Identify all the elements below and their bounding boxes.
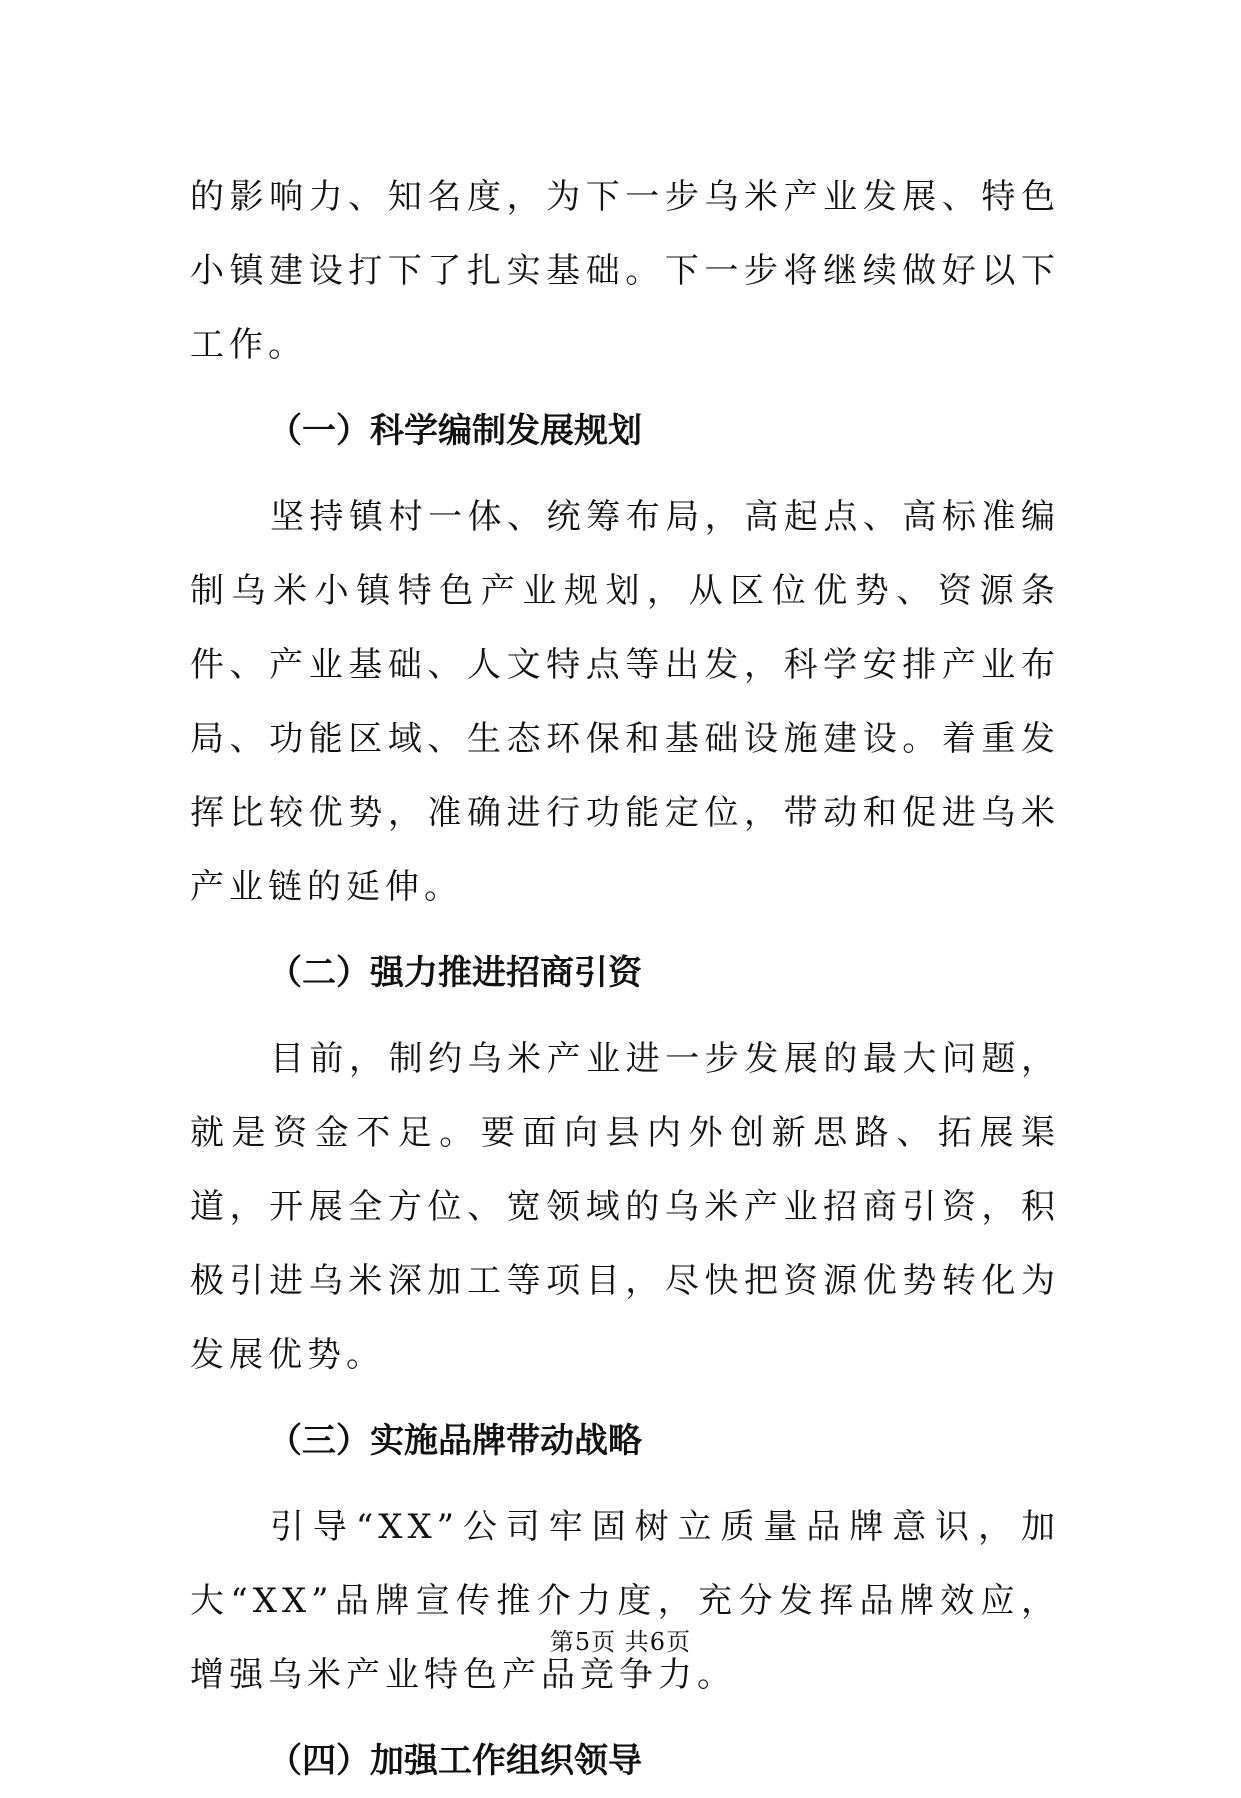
section-heading-2: （二）强力推进招商引资: [268, 953, 642, 993]
section-heading-3: （三）实施品牌带动战略: [268, 1421, 642, 1461]
page-footer: 第5页 共6页: [549, 1628, 692, 1656]
section-heading-4: （四）加强工作组织领导: [268, 1741, 642, 1781]
section-paragraph-2: 目前，制约乌米产业进一步发展的最大问题，就是资金不足。要面向县内外创新思路、拓展渠道，开展全方位、宽领域的乌米产业招商引资，积极引进乌米深加工等项目，尽快把资源优势转化为发展优势。: [190, 1039, 1060, 1375]
section-heading-1: （一）科学编制发展规划: [268, 411, 642, 451]
intro-paragraph: 的影响力、知名度，为下一步乌米产业发展、特色小镇建设打下了扎实基础。下一步将继续做好以下工作。: [190, 177, 1060, 365]
section-paragraph-3: 引导“XX”公司牢固树立质量品牌意识，加大“XX”品牌宣传推介力度，充分发挥品牌效应，增强乌米产业特色产品竞争力。: [190, 1507, 1060, 1695]
document-body: [190, 160, 1060, 1798]
section-paragraph-1: 坚持镇村一体、统筹布局，高起点、高标准编制乌米小镇特色产业规划，从区位优势、资源条件、产业基础、人文特点等出发，科学安排产业布局、功能区域、生态环保和基础设施建设。着重发挥比较优势，准确进行功能定位，带动和促进乌米产业链的延伸。: [190, 497, 1060, 907]
